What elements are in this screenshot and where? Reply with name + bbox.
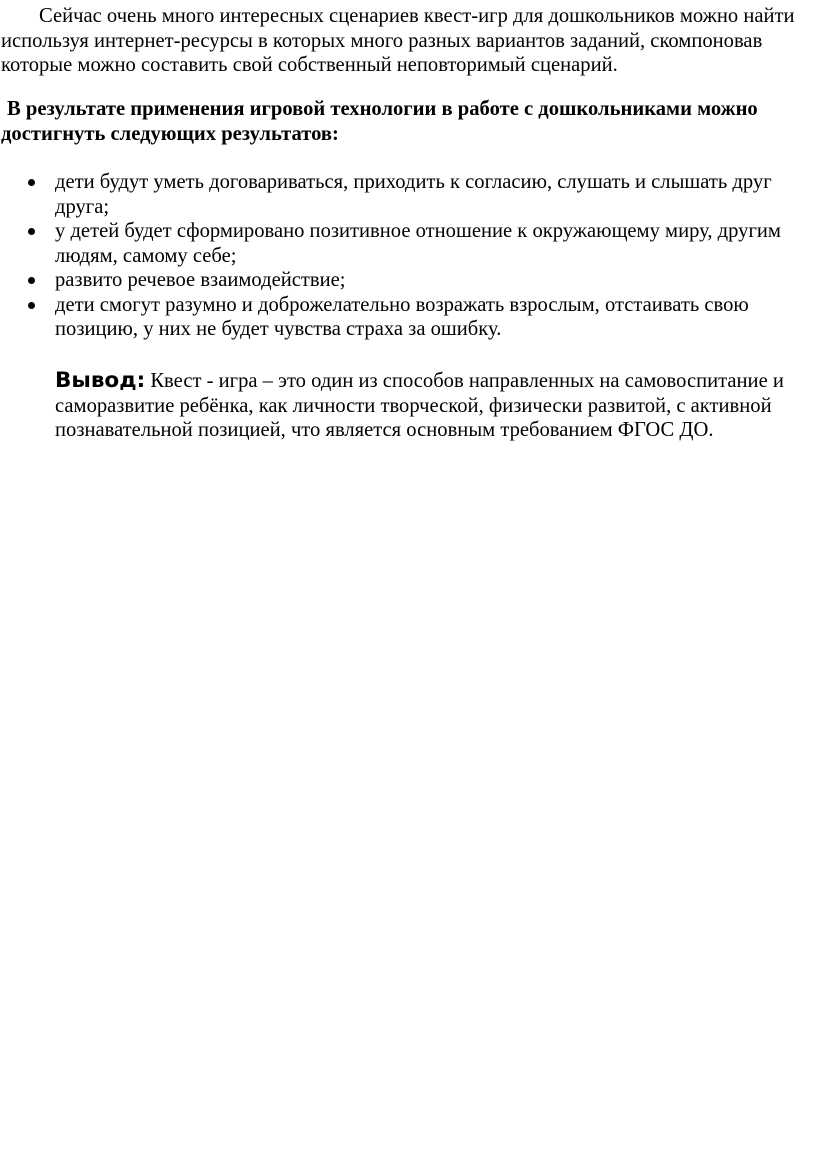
conclusion-text: Квест - игра – это один из способов направленных на самовоспитание и саморазвитие ребёнка, как личности творческой, физически развитой, с активной познавательной позицией, что является основным требованием ФГОС ДО. [55,370,784,441]
bullet-icon [28,302,35,309]
list-item-text: развито речевое взаимодействие; [55,269,346,291]
conclusion-label: Вывод: [55,368,146,393]
list-item [0,170,816,219]
results-list [0,170,816,342]
list-item-text: дети будут уметь договариваться, приходить к согласию, слушать и слышать друг друга; [55,171,772,218]
bullet-icon [28,179,35,186]
list-item [0,293,816,342]
list-item [0,219,816,268]
bullet-icon [28,277,35,284]
list-item-text: у детей будет сформировано позитивное отношение к окружающему миру, другим людям, самому себе; [55,220,781,267]
conclusion-paragraph [55,369,807,443]
list-item-text: дети смогут разумно и доброжелательно возражать взрослым, отстаивать свою позицию, у них не будет чувства страха за ошибку. [55,293,749,340]
results-heading [1,97,812,146]
results-heading-line2: достигнуть следующих результатов: [1,122,339,145]
list-item [0,268,816,293]
results-heading-line1: В результате применения игровой технологии в работе с дошкольниками можно [7,98,758,120]
intro-paragraph: Сейчас очень много интересных сценариев квест-игр для дошкольников можно найти используя интернет-ресурсы в которых много разных вариантов заданий, скомпоновав которые можно составить свой собственный неповторимый сценарий. [1,5,795,76]
bullet-icon [28,228,35,235]
